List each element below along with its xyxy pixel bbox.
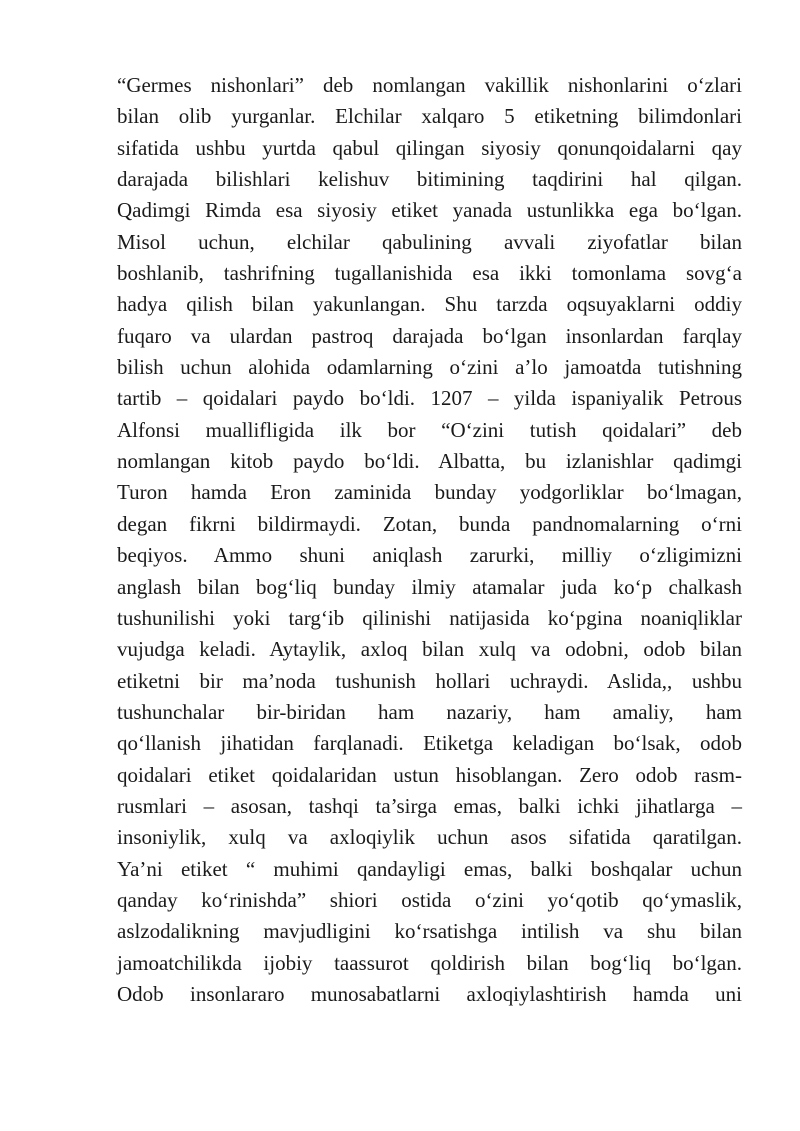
- text-line: beqiyos. Ammo shuni aniqlash zarurki, milliy o‘zligimizni: [117, 543, 742, 568]
- body-text: [117, 70, 742, 1010]
- text-line: darajada bilishlari kelishuv bitimining taqdirini hal qilgan.: [117, 167, 742, 192]
- text-line: bilan olib yurganlar. Elchilar xalqaro 5 etiketning bilimdonlari: [117, 104, 742, 129]
- text-line: vujudga keladi. Aytaylik, axloq bilan xulq va odobni, odob bilan: [117, 637, 742, 662]
- text-line: Turon hamda Eron zaminida bunday yodgorliklar bo‘lmagan,: [117, 480, 742, 505]
- text-line: sifatida ushbu yurtda qabul qilingan siyosiy qonunqoidalarni qay: [117, 135, 742, 160]
- text-line: Misol uchun, elchilar qabulining avvali ziyofatlar bilan: [117, 229, 742, 254]
- text-line: qoidalari etiket qoidalaridan ustun hisoblangan. Zero odob rasm-: [117, 762, 742, 787]
- text-line: qanday ko‘rinishda” shiori ostida o‘zini yo‘qotib qo‘ymaslik,: [117, 887, 742, 912]
- text-line: bilish uchun alohida odamlarning o‘zini a’lo jamoatda tutishning: [117, 355, 742, 380]
- text-line: degan fikrni bildirmaydi. Zotan, bunda pandnomalarning o‘rni: [117, 511, 742, 536]
- text-line: tushunchalar bir-biridan ham nazariy, ham amaliy, ham: [117, 699, 742, 724]
- text-line: etiketni bir ma’noda tushunish hollari uchraydi. Aslida,, ushbu: [117, 668, 742, 693]
- text-line: Ya’ni etiket “ muhimi qandayligi emas, balki boshqalar uchun: [117, 856, 742, 881]
- text-line: hadya qilish bilan yakunlangan. Shu tarzda oqsuyaklarni oddiy: [117, 292, 742, 317]
- text-line: Qadimgi Rimda esa siyosiy etiket yanada ustunlikka ega bo‘lgan.: [117, 198, 742, 223]
- text-line: jamoatchilikda ijobiy taassurot qoldirish bilan bog‘liq bo‘lgan.: [117, 950, 742, 975]
- text-line: insoniylik, xulq va axloqiylik uchun asos sifatida qaratilgan.: [117, 825, 742, 850]
- text-line: qo‘llanish jihatidan farqlanadi. Etiketga keladigan bo‘lsak, odob: [117, 731, 742, 756]
- text-line: Alfonsi muallifligida ilk bor “O‘zini tutish qoidalari” deb: [117, 417, 742, 442]
- text-line: tushunilishi yoki targ‘ib qilinishi natijasida ko‘pgina noaniqliklar: [117, 605, 742, 630]
- text-line: boshlanib, tashrifning tugallanishida esa ikki tomonlama sovg‘a: [117, 261, 742, 286]
- text-line: tartib – qoidalari paydo bo‘ldi. 1207 – yilda ispaniyalik Petrous: [117, 386, 742, 411]
- text-line: anglash bilan bog‘liq bunday ilmiy atamalar juda ko‘p chalkash: [117, 574, 742, 599]
- text-line: fuqaro va ulardan pastroq darajada bo‘lgan insonlardan farqlay: [117, 323, 742, 348]
- text-line: Odob insonlararo munosabatlarni axloqiylashtirish hamda uni: [117, 981, 742, 1006]
- text-line: “Germes nishonlari” deb nomlangan vakillik nishonlarini o‘zlari: [117, 73, 742, 97]
- text-line: nomlangan kitob paydo bo‘ldi. Albatta, bu izlanishlar qadimgi: [117, 449, 742, 474]
- text-line: aslzodalikning mavjudligini ko‘rsatishga intilish va shu bilan: [117, 919, 742, 944]
- text-line: rusmlari – asosan, tashqi ta’sirga emas, balki ichki jihatlarga –: [117, 793, 742, 818]
